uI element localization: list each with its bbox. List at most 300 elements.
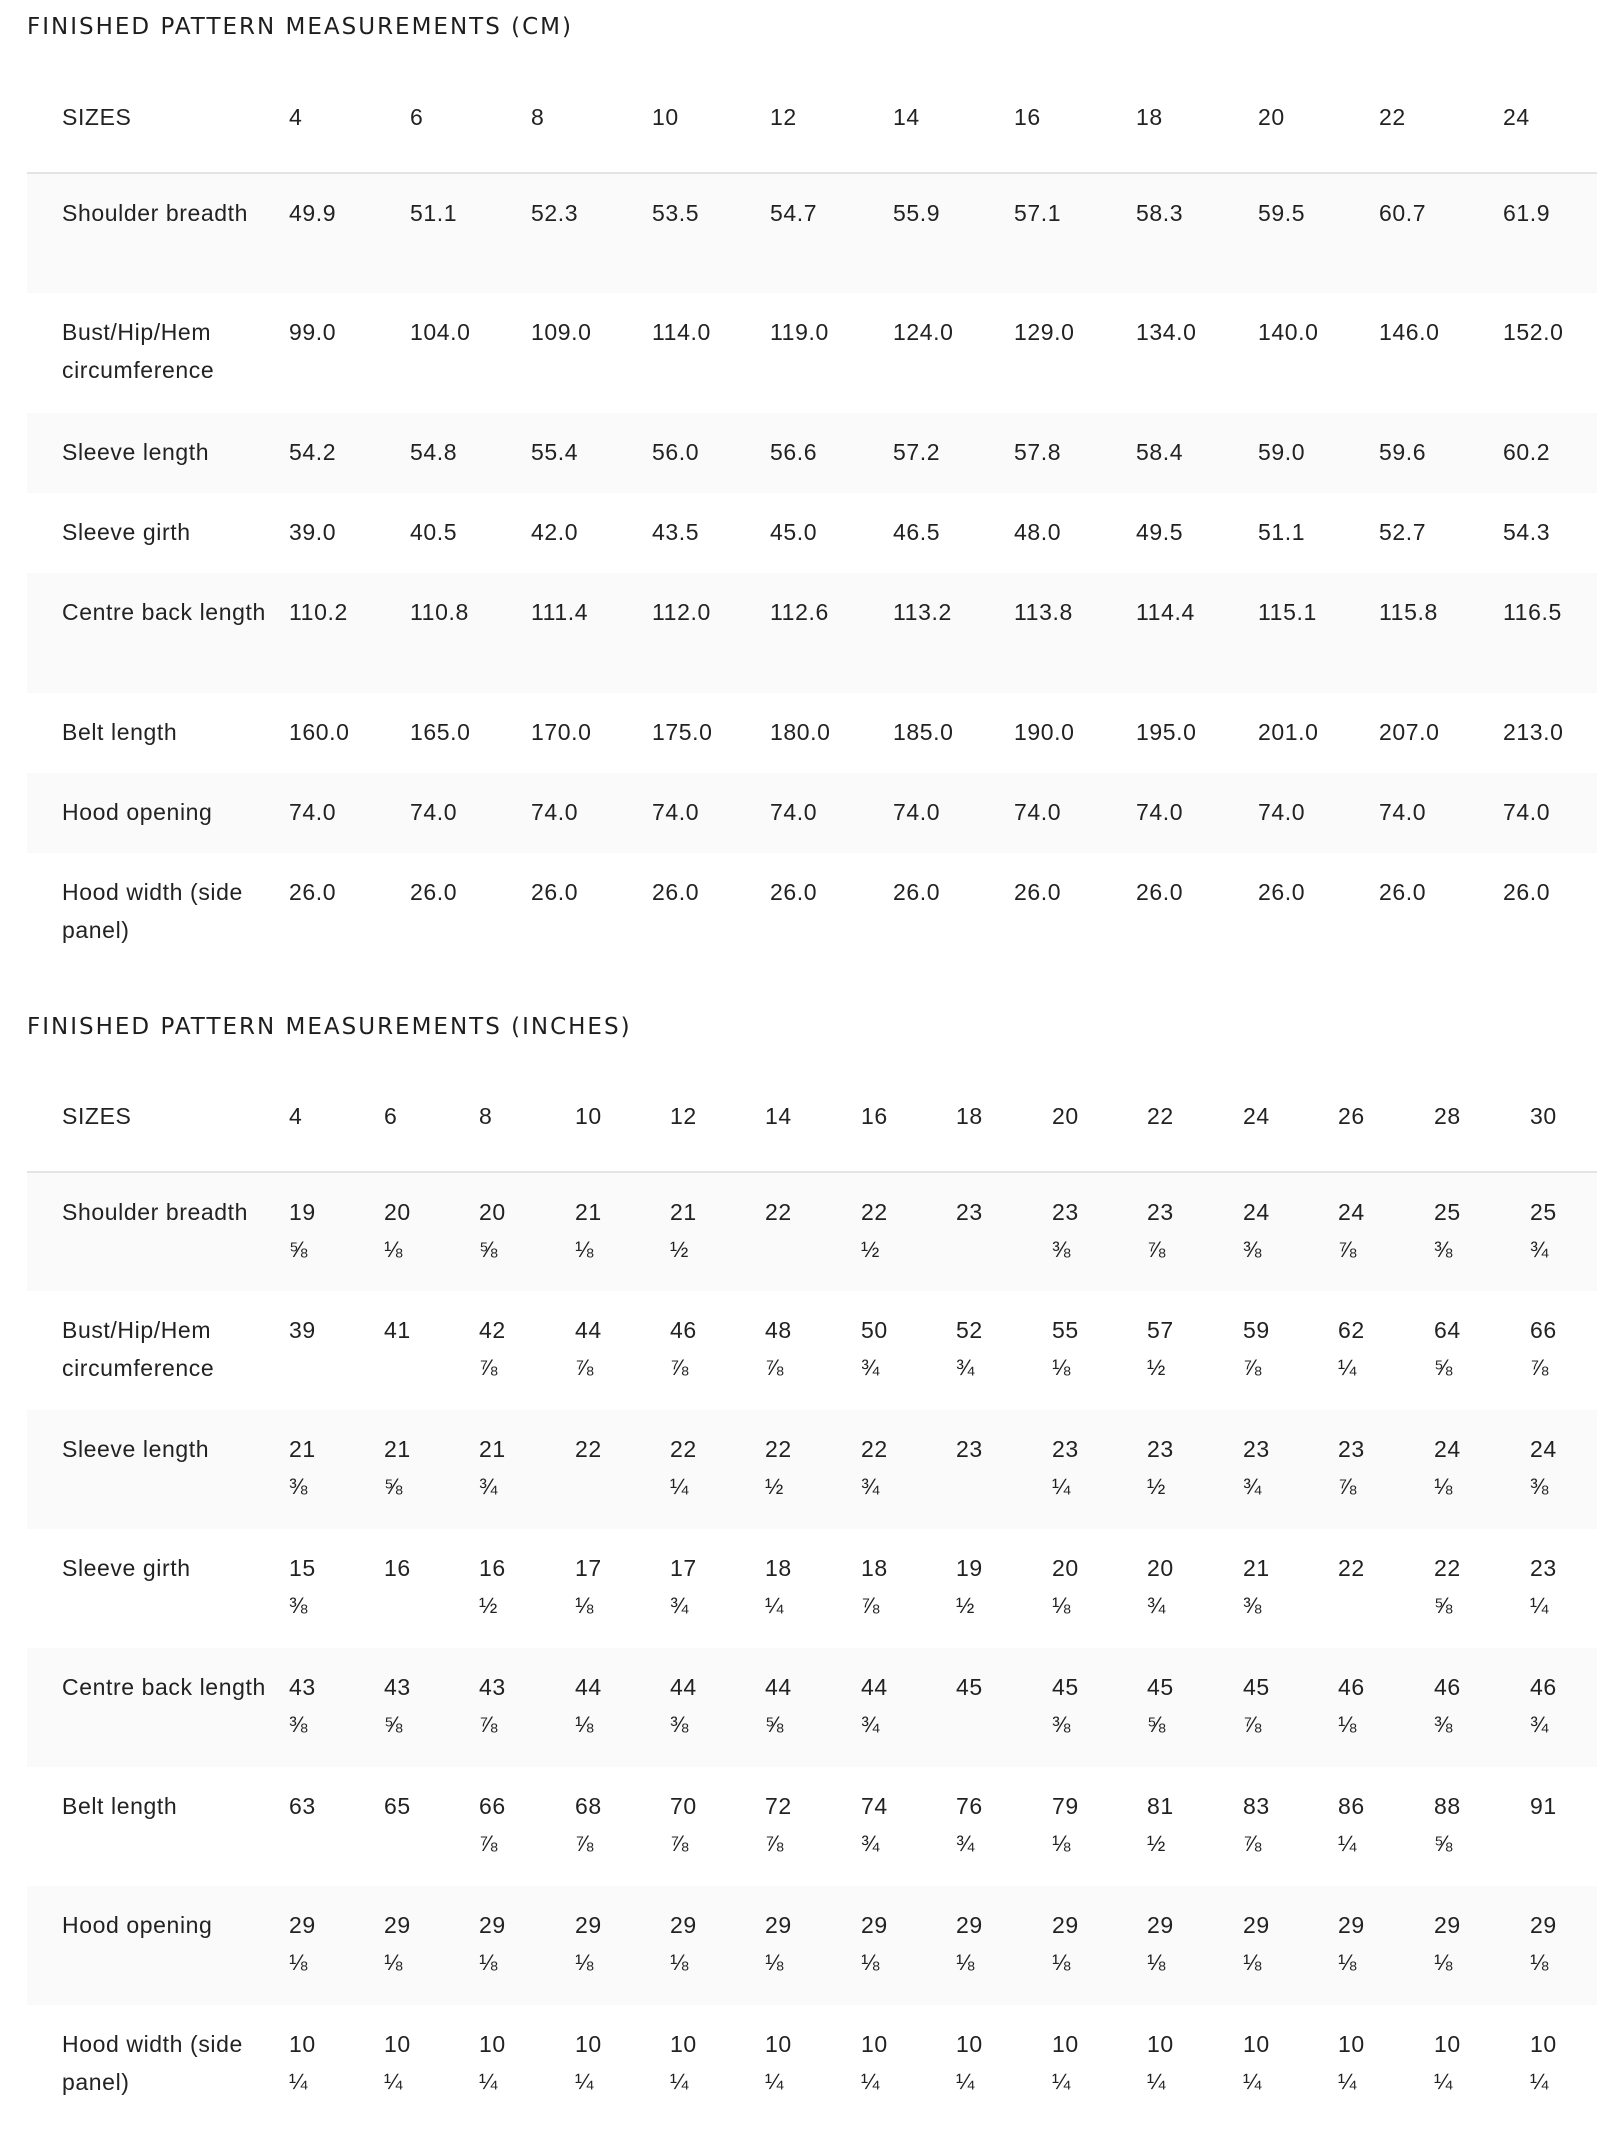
inches-fraction-value: ⅛: [861, 1950, 880, 1975]
inches-fraction-value: ⅜: [1052, 1712, 1071, 1737]
inches-whole-value: 83: [1243, 1793, 1270, 1819]
inches-value-cell: [1052, 1529, 1147, 1648]
cm-value-cell: 60.7: [1379, 200, 1427, 226]
cm-value-cell: 115.8: [1379, 599, 1438, 625]
inches-value-cell: [1434, 1886, 1530, 2005]
inches-value-cell: [289, 1172, 384, 1291]
inches-size-header: 22: [1147, 1060, 1243, 1172]
inches-fraction-value: ⅛: [1338, 1950, 1357, 1975]
cm-value-cell: 104.0: [410, 319, 471, 345]
inches-value-cell: [1147, 1291, 1243, 1410]
inches-fraction-value: ⅛: [479, 1950, 498, 1975]
inches-value-cell: [1052, 1410, 1147, 1529]
cm-value-cell: 190.0: [1014, 719, 1075, 745]
cm-table-row: [27, 853, 1597, 973]
inches-fraction-value: ¾: [956, 1831, 975, 1856]
inches-fraction-value: ⅞: [765, 1355, 784, 1380]
inches-fraction-value: ⅛: [956, 1950, 975, 1975]
inches-fraction-value: ⅜: [1052, 1237, 1071, 1262]
inches-whole-value: 23: [1243, 1436, 1270, 1462]
inches-whole-value: 29: [1530, 1912, 1557, 1938]
inches-value-cell: [1052, 1648, 1147, 1767]
inches-value-cell: [765, 1529, 861, 1648]
inches-whole-value: 21: [289, 1436, 316, 1462]
inches-value-cell: [861, 1529, 956, 1648]
inches-whole-value: 45: [956, 1674, 983, 1700]
inches-whole-value: 10: [1338, 2031, 1365, 2057]
inches-size-header: 26: [1338, 1060, 1434, 1172]
inches-fraction-value: ¼: [861, 2069, 880, 2094]
cm-value-cell: 58.4: [1136, 439, 1184, 465]
inches-value-cell: [1243, 1172, 1338, 1291]
cm-measurements-table: [27, 61, 1597, 973]
inches-value-cell: [384, 1172, 479, 1291]
inches-whole-value: 21: [1243, 1555, 1270, 1581]
inches-value-cell: [1243, 1648, 1338, 1767]
inches-value-cell: [1147, 1648, 1243, 1767]
cm-header-row: [27, 61, 1597, 173]
cm-value-cell: 119.0: [770, 319, 829, 345]
cm-value-cell: 124.0: [893, 319, 954, 345]
inches-value-cell: [575, 1172, 670, 1291]
inches-whole-value: 23: [1338, 1436, 1365, 1462]
cm-size-header: 24: [1503, 61, 1597, 173]
inches-value-cell: [1338, 1291, 1434, 1410]
cm-value-cell: 26.0: [1136, 879, 1184, 905]
cm-value-cell: 74.0: [652, 799, 700, 825]
inches-value-cell: [1243, 1767, 1338, 1886]
inches-whole-value: 22: [765, 1199, 792, 1225]
inches-whole-value: 29: [1243, 1912, 1270, 1938]
inches-value-cell: [765, 1410, 861, 1529]
inches-fraction-value: ¾: [861, 1712, 880, 1737]
inches-value-cell: [1243, 2005, 1338, 2124]
inches-fraction-value: ¾: [1147, 1593, 1166, 1618]
inches-value-cell: [1530, 1410, 1597, 1529]
inches-value-cell: [956, 2005, 1052, 2124]
cm-value-cell: 112.6: [770, 599, 829, 625]
inches-row-label: Hood width (side panel): [62, 2031, 243, 2095]
inches-fraction-value: ½: [479, 1593, 498, 1618]
cm-value-cell: 54.3: [1503, 519, 1551, 545]
inches-whole-value: 76: [956, 1793, 983, 1819]
inches-value-cell: [384, 1648, 479, 1767]
cm-value-cell: 195.0: [1136, 719, 1197, 745]
inches-fraction-value: ⅛: [384, 1950, 403, 1975]
inches-value-cell: [670, 1886, 765, 2005]
inches-value-cell: [1243, 1886, 1338, 2005]
cm-size-header: 18: [1136, 61, 1258, 173]
inches-whole-value: 15: [289, 1555, 316, 1581]
cm-value-cell: 46.5: [893, 519, 941, 545]
inches-fraction-value: ½: [1147, 1474, 1166, 1499]
inches-value-cell: [765, 1886, 861, 2005]
inches-fraction-value: ¾: [1530, 1712, 1549, 1737]
inches-size-header: 16: [861, 1060, 956, 1172]
inches-fraction-value: ⅝: [1434, 1831, 1453, 1856]
cm-value-cell: 56.0: [652, 439, 700, 465]
inches-whole-value: 20: [384, 1199, 411, 1225]
inches-fraction-value: ⅞: [670, 1355, 689, 1380]
inches-fraction-value: ⅞: [479, 1712, 498, 1737]
inches-fraction-value: ¼: [384, 2069, 403, 2094]
inches-whole-value: 10: [670, 2031, 697, 2057]
cm-value-cell: 140.0: [1258, 319, 1319, 345]
inches-value-cell: [1243, 1291, 1338, 1410]
inches-fraction-value: ⅜: [289, 1593, 308, 1618]
inches-size-header: 4: [289, 1060, 384, 1172]
inches-whole-value: 52: [956, 1317, 983, 1343]
inches-value-cell: [1338, 1767, 1434, 1886]
inches-whole-value: 79: [1052, 1793, 1079, 1819]
inches-value-cell: [956, 1529, 1052, 1648]
inches-whole-value: 10: [1243, 2031, 1270, 2057]
inches-fraction-value: ⅛: [1052, 1950, 1071, 1975]
cm-row-label: Shoulder breadth: [62, 200, 249, 226]
inches-whole-value: 25: [1434, 1199, 1461, 1225]
inches-whole-value: 65: [384, 1793, 411, 1819]
inches-fraction-value: ⅞: [479, 1831, 498, 1856]
cm-value-cell: 48.0: [1014, 519, 1062, 545]
inches-fraction-value: ¼: [670, 1474, 689, 1499]
inches-whole-value: 45: [1243, 1674, 1270, 1700]
cm-value-cell: 55.9: [893, 200, 941, 226]
inches-whole-value: 20: [1052, 1555, 1079, 1581]
cm-size-header: 16: [1014, 61, 1136, 173]
inches-value-cell: [861, 1291, 956, 1410]
inches-fraction-value: ⅝: [479, 1237, 498, 1262]
inches-size-header: 20: [1052, 1060, 1147, 1172]
inches-value-cell: [289, 2005, 384, 2124]
cm-size-header: 10: [652, 61, 770, 173]
inches-whole-value: 16: [479, 1555, 506, 1581]
inches-whole-value: 64: [1434, 1317, 1461, 1343]
cm-value-cell: 74.0: [1379, 799, 1427, 825]
inches-fraction-value: ½: [956, 1593, 975, 1618]
inches-value-cell: [956, 1172, 1052, 1291]
inches-whole-value: 43: [289, 1674, 316, 1700]
inches-fraction-value: ⅝: [1434, 1355, 1453, 1380]
inches-whole-value: 21: [384, 1436, 411, 1462]
inches-value-cell: [1338, 2005, 1434, 2124]
cm-value-cell: 207.0: [1379, 719, 1440, 745]
inches-value-cell: [1434, 1648, 1530, 1767]
cm-value-cell: 185.0: [893, 719, 954, 745]
inches-table-row: [27, 1886, 1597, 2005]
inches-value-cell: [956, 1410, 1052, 1529]
cm-value-cell: 165.0: [410, 719, 471, 745]
inches-whole-value: 29: [289, 1912, 316, 1938]
inches-value-cell: [384, 1767, 479, 1886]
inches-size-header: 6: [384, 1060, 479, 1172]
cm-size-header: 22: [1379, 61, 1503, 173]
inches-whole-value: 50: [861, 1317, 888, 1343]
inches-whole-value: 39: [289, 1317, 316, 1343]
inches-whole-value: 23: [956, 1199, 983, 1225]
inches-whole-value: 10: [765, 2031, 792, 2057]
cm-value-cell: 99.0: [289, 319, 337, 345]
cm-value-cell: 55.4: [531, 439, 579, 465]
inches-fraction-value: ½: [861, 1237, 880, 1262]
inches-fraction-value: ⅞: [1243, 1712, 1262, 1737]
inches-value-cell: [1338, 1172, 1434, 1291]
inches-fraction-value: ⅛: [289, 1950, 308, 1975]
inches-value-cell: [1434, 1410, 1530, 1529]
inches-value-cell: [1052, 2005, 1147, 2124]
cm-value-cell: 116.5: [1503, 599, 1562, 625]
inches-value-cell: [861, 1886, 956, 2005]
inches-fraction-value: ⅛: [1243, 1950, 1262, 1975]
inches-value-cell: [765, 1767, 861, 1886]
inches-fraction-value: ⅞: [670, 1831, 689, 1856]
inches-whole-value: 10: [575, 2031, 602, 2057]
cm-value-cell: 115.1: [1258, 599, 1317, 625]
cm-value-cell: 170.0: [531, 719, 592, 745]
inches-value-cell: [670, 1410, 765, 1529]
inches-fraction-value: ⅝: [1434, 1593, 1453, 1618]
inches-value-cell: [861, 1172, 956, 1291]
inches-whole-value: 63: [289, 1793, 316, 1819]
cm-value-cell: 26.0: [531, 879, 579, 905]
inches-whole-value: 29: [1052, 1912, 1079, 1938]
inches-value-cell: [1243, 1529, 1338, 1648]
inches-fraction-value: ¼: [1243, 2069, 1262, 2094]
cm-value-cell: 74.0: [410, 799, 458, 825]
inches-fraction-value: ½: [765, 1474, 784, 1499]
inches-value-cell: [384, 1291, 479, 1410]
inches-whole-value: 42: [479, 1317, 506, 1343]
inches-fraction-value: ¼: [670, 2069, 689, 2094]
inches-value-cell: [289, 1767, 384, 1886]
inches-whole-value: 22: [575, 1436, 602, 1462]
inches-fraction-value: ¼: [1338, 1831, 1357, 1856]
cm-value-cell: 74.0: [1136, 799, 1184, 825]
inches-value-cell: [479, 1410, 575, 1529]
inches-whole-value: 10: [861, 2031, 888, 2057]
inches-fraction-value: ⅞: [765, 1831, 784, 1856]
inches-whole-value: 21: [479, 1436, 506, 1462]
cm-table-row: [27, 413, 1597, 493]
inches-row-label: Shoulder breadth: [62, 1199, 249, 1225]
inches-fraction-value: ⅝: [384, 1474, 403, 1499]
inches-fraction-value: ¼: [289, 2069, 308, 2094]
cm-row-label: Sleeve length: [62, 439, 210, 465]
cm-value-cell: 51.1: [1258, 519, 1306, 545]
cm-value-cell: 110.8: [410, 599, 469, 625]
inches-fraction-value: ¼: [765, 1593, 784, 1618]
cm-value-cell: 134.0: [1136, 319, 1197, 345]
inches-whole-value: 44: [575, 1674, 602, 1700]
cm-value-cell: 54.8: [410, 439, 458, 465]
inches-value-cell: [1434, 2005, 1530, 2124]
inches-whole-value: 29: [384, 1912, 411, 1938]
cm-value-cell: 45.0: [770, 519, 818, 545]
cm-value-cell: 201.0: [1258, 719, 1319, 745]
inches-fraction-value: ⅛: [1530, 1950, 1549, 1975]
inches-fraction-value: ⅛: [575, 1950, 594, 1975]
inches-value-cell: [575, 2005, 670, 2124]
cm-value-cell: 129.0: [1014, 319, 1075, 345]
inches-fraction-value: ¼: [1530, 2069, 1549, 2094]
inches-whole-value: 23: [1147, 1199, 1174, 1225]
inches-value-cell: [1338, 1410, 1434, 1529]
inches-fraction-value: ¼: [1052, 1474, 1071, 1499]
cm-value-cell: 213.0: [1503, 719, 1564, 745]
inches-fraction-value: ½: [1147, 1355, 1166, 1380]
inches-value-cell: [765, 1172, 861, 1291]
inches-table-row: [27, 1291, 1597, 1410]
inches-fraction-value: ⅛: [1052, 1593, 1071, 1618]
inches-row-label: Bust/Hip/Hem circumference: [62, 1317, 215, 1381]
inches-fraction-value: ⅛: [1434, 1950, 1453, 1975]
inches-whole-value: 21: [575, 1199, 602, 1225]
inches-whole-value: 22: [765, 1436, 792, 1462]
inches-whole-value: 59: [1243, 1317, 1270, 1343]
inches-value-cell: [1052, 1767, 1147, 1886]
inches-fraction-value: ⅜: [289, 1474, 308, 1499]
inches-fraction-value: ⅛: [575, 1237, 594, 1262]
cm-value-cell: 53.5: [652, 200, 700, 226]
inches-value-cell: [479, 1172, 575, 1291]
inches-whole-value: 41: [384, 1317, 411, 1343]
inches-whole-value: 45: [1052, 1674, 1079, 1700]
cm-value-cell: 42.0: [531, 519, 579, 545]
inches-whole-value: 22: [861, 1436, 888, 1462]
inches-fraction-value: ⅞: [1243, 1831, 1262, 1856]
inches-table-row: [27, 1529, 1597, 1648]
inches-value-cell: [670, 1767, 765, 1886]
inches-whole-value: 81: [1147, 1793, 1174, 1819]
inches-value-cell: [861, 1410, 956, 1529]
inches-value-cell: [289, 1886, 384, 2005]
inches-fraction-value: ⅞: [479, 1355, 498, 1380]
inches-value-cell: [384, 1410, 479, 1529]
cm-value-cell: 26.0: [770, 879, 818, 905]
inches-row-label: Hood opening: [62, 1912, 213, 1938]
cm-value-cell: 61.9: [1503, 200, 1551, 226]
inches-value-cell: [765, 1648, 861, 1767]
inches-whole-value: 23: [1530, 1555, 1557, 1581]
inches-whole-value: 45: [1147, 1674, 1174, 1700]
inches-value-cell: [956, 1648, 1052, 1767]
inches-fraction-value: ⅝: [1147, 1712, 1166, 1737]
cm-value-cell: 175.0: [652, 719, 713, 745]
inches-value-cell: [1147, 1410, 1243, 1529]
cm-value-cell: 74.0: [1503, 799, 1551, 825]
inches-whole-value: 86: [1338, 1793, 1365, 1819]
inches-value-cell: [1338, 1648, 1434, 1767]
inches-sizes-label: SIZES: [27, 1060, 289, 1172]
inches-whole-value: 17: [575, 1555, 602, 1581]
cm-value-cell: 74.0: [1014, 799, 1062, 825]
inches-table-row: [27, 1648, 1597, 1767]
inches-whole-value: 46: [1434, 1674, 1461, 1700]
inches-whole-value: 17: [670, 1555, 697, 1581]
inches-value-cell: [479, 2005, 575, 2124]
inches-whole-value: 46: [1530, 1674, 1557, 1700]
inches-value-cell: [1243, 1410, 1338, 1529]
inches-size-header: 28: [1434, 1060, 1530, 1172]
cm-table-row: [27, 573, 1597, 693]
inches-fraction-value: ¼: [479, 2069, 498, 2094]
inches-whole-value: 21: [670, 1199, 697, 1225]
inches-size-header: 14: [765, 1060, 861, 1172]
inches-fraction-value: ⅛: [1338, 1712, 1357, 1737]
inches-whole-value: 91: [1530, 1793, 1557, 1819]
cm-value-cell: 74.0: [1258, 799, 1306, 825]
cm-value-cell: 26.0: [1379, 879, 1427, 905]
inches-fraction-value: ¼: [1338, 2069, 1357, 2094]
cm-table-row: [27, 173, 1597, 293]
inches-whole-value: 22: [1434, 1555, 1461, 1581]
inches-fraction-value: ⅛: [1052, 1831, 1071, 1856]
inches-whole-value: 24: [1434, 1436, 1461, 1462]
cm-value-cell: 113.8: [1014, 599, 1073, 625]
inches-value-cell: [1434, 1172, 1530, 1291]
inches-value-cell: [670, 1648, 765, 1767]
inches-fraction-value: ¼: [1147, 2069, 1166, 2094]
inches-value-cell: [384, 1529, 479, 1648]
inches-fraction-value: ⅞: [1338, 1474, 1357, 1499]
inches-whole-value: 25: [1530, 1199, 1557, 1225]
inches-value-cell: [575, 1767, 670, 1886]
inches-fraction-value: ½: [1147, 1831, 1166, 1856]
inches-fraction-value: ½: [670, 1237, 689, 1262]
cm-value-cell: 54.7: [770, 200, 818, 226]
inches-whole-value: 29: [1147, 1912, 1174, 1938]
cm-value-cell: 60.2: [1503, 439, 1551, 465]
inches-fraction-value: ⅜: [1434, 1712, 1453, 1737]
inches-whole-value: 20: [479, 1199, 506, 1225]
inches-value-cell: [765, 2005, 861, 2124]
cm-value-cell: 26.0: [1503, 879, 1551, 905]
cm-value-cell: 57.2: [893, 439, 941, 465]
inches-value-cell: [479, 1767, 575, 1886]
inches-fraction-value: ¾: [956, 1355, 975, 1380]
inches-whole-value: 23: [1052, 1436, 1079, 1462]
inches-fraction-value: ⅛: [384, 1237, 403, 1262]
inches-whole-value: 29: [956, 1912, 983, 1938]
inches-whole-value: 22: [1338, 1555, 1365, 1581]
inches-whole-value: 10: [956, 2031, 983, 2057]
inches-header-row: [27, 1060, 1597, 1172]
cm-value-cell: 57.8: [1014, 439, 1062, 465]
inches-fraction-value: ⅜: [1434, 1237, 1453, 1262]
cm-value-cell: 112.0: [652, 599, 711, 625]
cm-value-cell: 54.2: [289, 439, 337, 465]
inches-whole-value: 18: [765, 1555, 792, 1581]
inches-value-cell: [670, 1291, 765, 1410]
inches-value-cell: [861, 1767, 956, 1886]
cm-value-cell: 26.0: [893, 879, 941, 905]
cm-row-label: Belt length: [62, 719, 178, 745]
inches-fraction-value: ⅞: [575, 1355, 594, 1380]
inches-whole-value: 43: [384, 1674, 411, 1700]
cm-value-cell: 74.0: [770, 799, 818, 825]
inches-whole-value: 10: [1434, 2031, 1461, 2057]
inches-whole-value: 23: [1147, 1436, 1174, 1462]
cm-value-cell: 152.0: [1503, 319, 1564, 345]
cm-value-cell: 58.3: [1136, 200, 1184, 226]
cm-row-label: Hood opening: [62, 799, 213, 825]
inches-fraction-value: ⅞: [1530, 1355, 1549, 1380]
inches-value-cell: [1530, 1172, 1597, 1291]
cm-value-cell: 26.0: [652, 879, 700, 905]
inches-whole-value: 10: [1530, 2031, 1557, 2057]
inches-value-cell: [670, 1529, 765, 1648]
inches-value-cell: [575, 1648, 670, 1767]
cm-value-cell: 59.5: [1258, 200, 1306, 226]
